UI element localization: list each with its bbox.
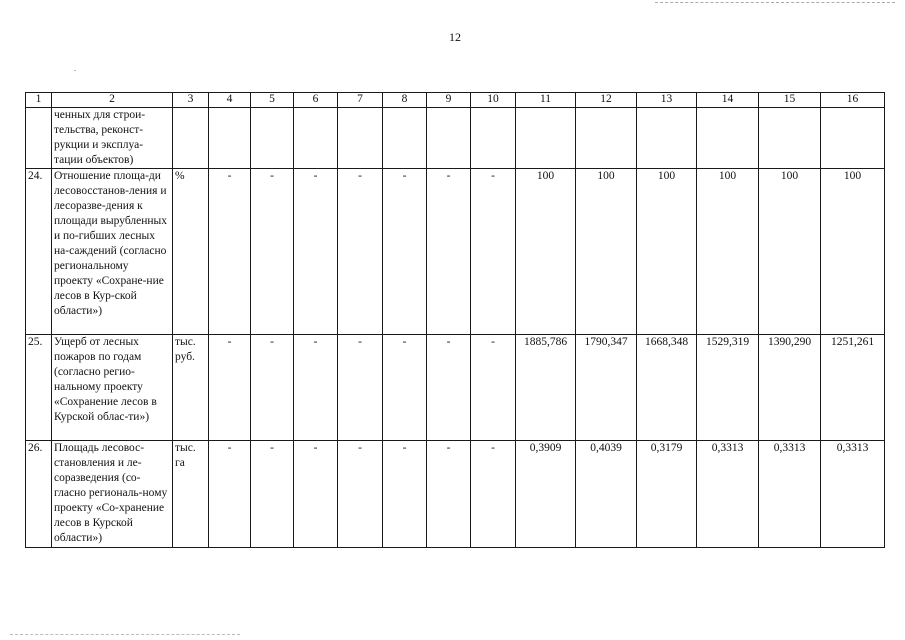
value-cell [338, 108, 383, 169]
scan-edge-line [655, 2, 895, 3]
column-header: 12 [576, 93, 637, 108]
value-cell: 100 [637, 169, 697, 335]
column-header: 1 [26, 93, 52, 108]
value-cell: - [427, 441, 471, 548]
value-cell [637, 108, 697, 169]
value-cell: 0,3909 [516, 441, 576, 548]
value-cell: - [427, 335, 471, 441]
table-row [26, 335, 885, 441]
value-cell: - [338, 169, 383, 335]
column-header: 14 [697, 93, 759, 108]
value-cell: 1529,319 [697, 335, 759, 441]
column-header: 4 [209, 93, 251, 108]
value-cell: 100 [759, 169, 821, 335]
value-cell [471, 108, 516, 169]
value-cell: - [471, 169, 516, 335]
value-cell [821, 108, 885, 169]
unit: тыс. га [173, 441, 209, 548]
value-cell: - [383, 441, 427, 548]
column-header: 9 [427, 93, 471, 108]
value-cell: - [383, 335, 427, 441]
value-cell: 1390,290 [759, 335, 821, 441]
value-cell: 100 [576, 169, 637, 335]
value-cell: - [294, 335, 338, 441]
scan-edge-line [10, 634, 240, 635]
column-header: 15 [759, 93, 821, 108]
column-header: 7 [338, 93, 383, 108]
row-number: 25. [26, 335, 52, 441]
value-cell: - [294, 441, 338, 548]
value-cell: - [383, 169, 427, 335]
column-header: 8 [383, 93, 427, 108]
indicator-name: Отношение площа-ди лесовосстанов-ления и лесоразве-дения к площади вырубленных и по-гибших лесных на-саждений (согласно региональному проекту «Сохране-ние лесов в Кур-ской области») [52, 169, 173, 335]
value-cell: 0,3313 [697, 441, 759, 548]
unit [173, 108, 209, 169]
unit: тыс. руб. [173, 335, 209, 441]
row-number: 24. [26, 169, 52, 335]
column-header: 13 [637, 93, 697, 108]
column-header: 5 [251, 93, 294, 108]
value-cell: - [251, 441, 294, 548]
value-cell: - [471, 441, 516, 548]
table-row [26, 441, 885, 548]
value-cell [759, 108, 821, 169]
column-header: 16 [821, 93, 885, 108]
value-cell [383, 108, 427, 169]
unit: % [173, 169, 209, 335]
scan-speck [74, 70, 76, 71]
value-cell [576, 108, 637, 169]
value-cell: 100 [516, 169, 576, 335]
value-cell [697, 108, 759, 169]
table-row [26, 169, 885, 335]
column-number-row [26, 93, 885, 108]
value-cell: 0,3313 [821, 441, 885, 548]
value-cell: - [427, 169, 471, 335]
column-header: 6 [294, 93, 338, 108]
row-number [26, 108, 52, 169]
value-cell: - [251, 335, 294, 441]
value-cell: - [338, 441, 383, 548]
value-cell: 100 [821, 169, 885, 335]
column-header: 2 [52, 93, 173, 108]
column-header: 10 [471, 93, 516, 108]
value-cell: - [338, 335, 383, 441]
value-cell: - [251, 169, 294, 335]
indicator-name: Площадь лесовос-становления и ле-соразведения (со-гласно региональ-ному проекту «Со-хранение лесов в Курской области») [52, 441, 173, 548]
value-cell [294, 108, 338, 169]
value-cell: 0,3179 [637, 441, 697, 548]
value-cell [251, 108, 294, 169]
value-cell [209, 108, 251, 169]
value-cell: - [209, 335, 251, 441]
value-cell: 1885,786 [516, 335, 576, 441]
indicator-name: Ущерб от лесных пожаров по годам (согласно регио-нальному проекту «Сохранение лесов в Курской облас-ти») [52, 335, 173, 441]
value-cell: 0,3313 [759, 441, 821, 548]
value-cell: - [294, 169, 338, 335]
value-cell: 100 [697, 169, 759, 335]
value-cell: 1251,261 [821, 335, 885, 441]
value-cell [427, 108, 471, 169]
value-cell: - [471, 335, 516, 441]
value-cell: 1668,348 [637, 335, 697, 441]
value-cell: 1790,347 [576, 335, 637, 441]
value-cell [516, 108, 576, 169]
column-header: 3 [173, 93, 209, 108]
page-number: 12 [449, 30, 461, 44]
value-cell: - [209, 169, 251, 335]
row-number: 26. [26, 441, 52, 548]
value-cell: - [209, 441, 251, 548]
column-header: 11 [516, 93, 576, 108]
indicator-name: ченных для строи-тельства, реконст-рукции и эксплуа-тации объектов) [52, 108, 173, 169]
data-table [25, 92, 885, 548]
table-row-continued [26, 108, 885, 169]
value-cell: 0,4039 [576, 441, 637, 548]
